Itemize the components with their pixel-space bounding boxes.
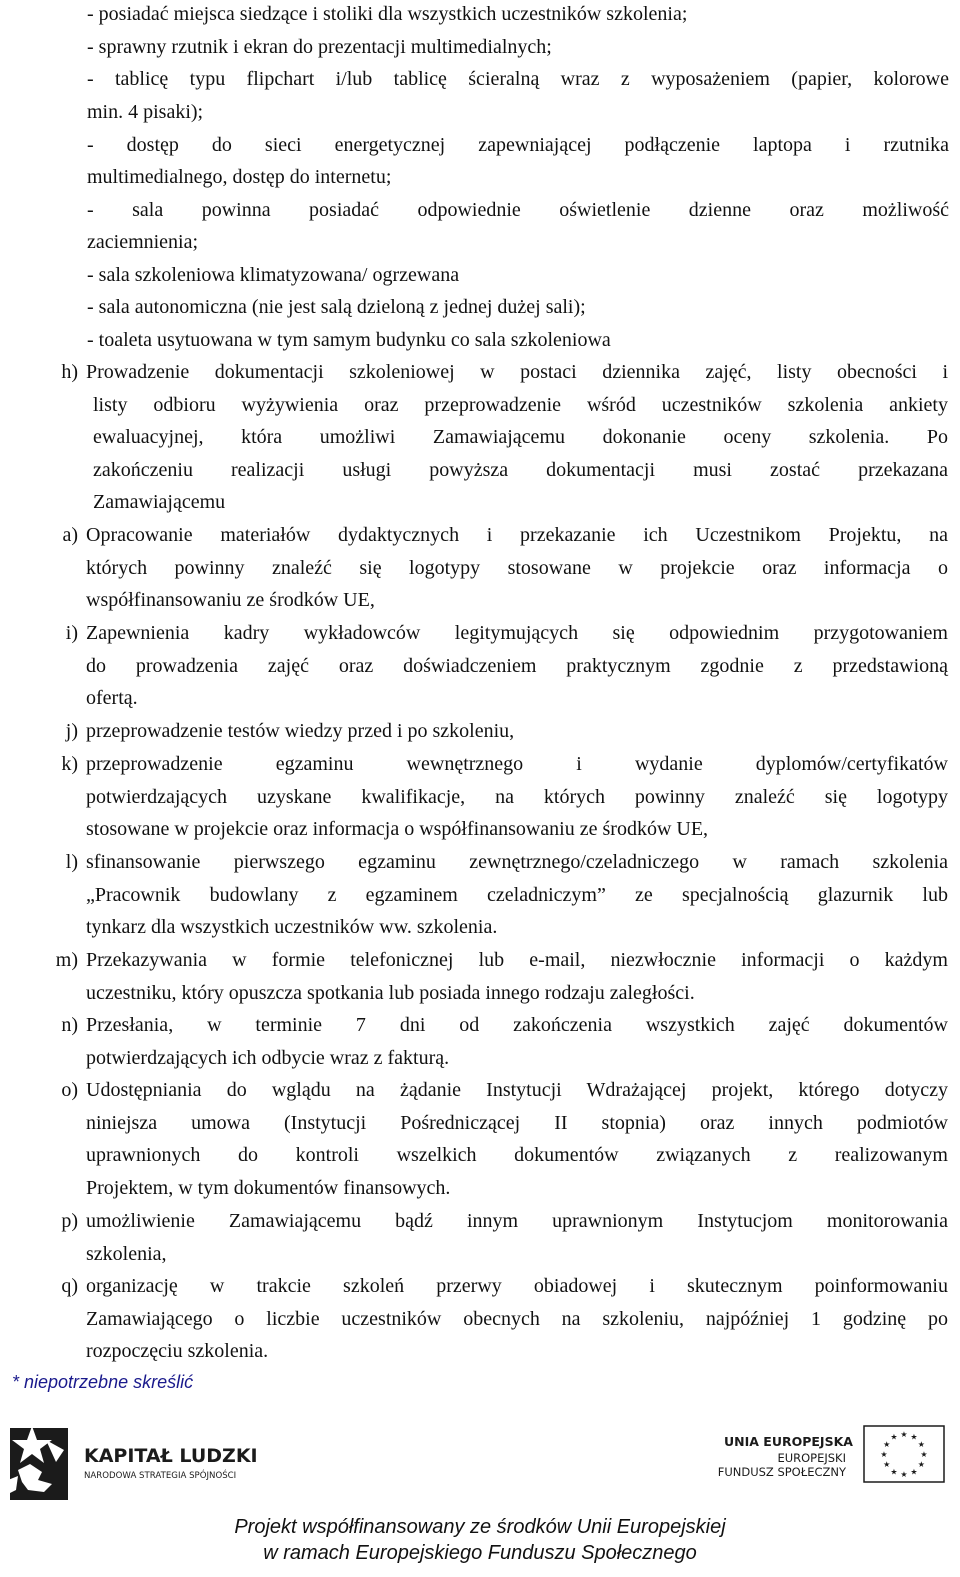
item-line: uprawnionych do kontroli wszelkich dokumentów związanych z realizowanym bbox=[86, 1144, 948, 1166]
item-line: potwierdzających uzyskane kwalifikacje, na których powinny znaleźć się logotypy bbox=[86, 786, 948, 808]
item-line: Zamawiającego o liczbie uczestników obecnych na szkoleniu, najpóźniej 1 godzinę po bbox=[86, 1308, 948, 1330]
bullet-line: - sprawny rzutnik i ekran do prezentacji multimedialnych; bbox=[87, 36, 552, 58]
item-line: zakończeniu realizacji usługi powyższa dokumentacji musi zostać przekazana bbox=[93, 459, 948, 481]
item-line: ofertą. bbox=[86, 687, 138, 709]
item-label: h) bbox=[61, 361, 78, 383]
item-line: Zapewnienia kadry wykładowców legitymujących się odpowiednim przygotowaniem bbox=[86, 622, 948, 644]
item-line: których powinny znaleźć się logotypy stosowane w projekcie oraz informacja o bbox=[86, 557, 948, 579]
item-label: m) bbox=[55, 949, 78, 971]
footnote: * niepotrzebne skreślić bbox=[12, 1372, 194, 1392]
item-line: Przesłania, w terminie 7 dni od zakończenia wszystkich zajęć dokumentów bbox=[86, 1014, 948, 1036]
eu-star-icon: ★ bbox=[890, 1432, 898, 1442]
item-line: Projektem, w tym dokumentów finansowych. bbox=[86, 1177, 451, 1199]
bullet-line: - toaleta usytuowana w tym samym budynku co sala szkoleniowa bbox=[87, 329, 611, 351]
ue-efs-logo bbox=[712, 1420, 952, 1510]
eu-star-icon: ★ bbox=[900, 1470, 908, 1479]
item-line: ewaluacyjnej, która umożliwi Zamawiającemu dokonanie oceny szkolenia. Po bbox=[93, 426, 948, 448]
eu-star-icon: ★ bbox=[917, 1440, 925, 1449]
item-label: p) bbox=[61, 1210, 78, 1232]
item-line: niniejsza umowa (Instytucji Pośredniczącej II stopnia) oraz innych podmiotów bbox=[86, 1112, 948, 1134]
item-label: l) bbox=[65, 851, 78, 873]
bullet-line: multimedialnego, dostęp do internetu; bbox=[87, 166, 392, 188]
item-line: stosowane w projekcie oraz informacja o współfinansowaniu ze środków UE, bbox=[86, 818, 709, 840]
eu-star-icon: ★ bbox=[883, 1460, 891, 1469]
item-line: Zamawiającemu bbox=[93, 491, 226, 513]
kapital-ludzki-subtitle: NARODOWA STRATEGIA SPÓJNOŚCI bbox=[84, 1471, 237, 1481]
item-line: Prowadzenie dokumentacji szkoleniowej w postaci dziennika zajęć, listy obecności i bbox=[86, 361, 948, 383]
footer-line-2: w ramach Europejskiego Funduszu Społecznego bbox=[263, 1542, 697, 1564]
item-line: Przekazywania w formie telefonicznej lub e-mail, niezwłocznie informacji o każdym bbox=[86, 949, 948, 971]
ue-logo-line1: UNIA EUROPEJSKA bbox=[724, 1434, 853, 1449]
bullet-line: min. 4 pisaki); bbox=[87, 101, 204, 123]
item-line: szkolenia, bbox=[86, 1243, 167, 1265]
eu-star-icon: ★ bbox=[890, 1467, 898, 1477]
eu-star-icon: ★ bbox=[910, 1432, 918, 1442]
item-line: organizację w trakcie szkoleń przerwy obiadowej i skutecznym poinformowaniu bbox=[86, 1275, 948, 1297]
item-line: Udostępniania do wglądu na żądanie Instytucji Wdrażającej projekt, którego dotyczy bbox=[86, 1079, 948, 1101]
item-label: n) bbox=[61, 1014, 78, 1036]
item-label: i) bbox=[65, 622, 78, 644]
item-line: „Pracownik budowlany z egzaminem czeladniczym” ze specjalnością glazurnik lub bbox=[86, 884, 948, 906]
bullet-line: - posiadać miejsca siedzące i stoliki dla wszystkich uczestników szkolenia; bbox=[87, 3, 688, 25]
bullet-line: - dostęp do sieci energetycznej zapewniającej podłączenie laptopa i rzutnika bbox=[87, 134, 949, 156]
item-line: przeprowadzenie egzaminu wewnętrznego i wydanie dyplomów/certyfikatów bbox=[86, 753, 948, 775]
bullet-line: - sala autonomiczna (nie jest salą dzieloną z jednej dużej sali); bbox=[87, 296, 586, 318]
kapital-ludzki-title: KAPITAŁ LUDZKI bbox=[84, 1445, 258, 1467]
bullet-line: - sala powinna posiadać odpowiednie oświetlenie dzienne oraz możliwość bbox=[87, 199, 949, 221]
item-line: listy odbioru wyżywienia oraz przeprowadzenie wśród uczestników szkolenia ankiety bbox=[93, 394, 948, 416]
ue-logo-line3: FUNDUSZ SPOŁECZNY bbox=[717, 1465, 846, 1479]
ue-logo-line2: EUROPEJSKI bbox=[777, 1451, 846, 1465]
eu-star-icon: ★ bbox=[880, 1450, 888, 1459]
item-line: przeprowadzenie testów wiedzy przed i po szkoleniu, bbox=[86, 720, 515, 742]
item-line: uczestniku, który opuszcza spotkania lub posiada innego rodzaju zaległości. bbox=[86, 982, 695, 1004]
item-label: j) bbox=[65, 720, 78, 742]
item-line: tynkarz dla wszystkich uczestników ww. szkolenia. bbox=[86, 916, 498, 938]
kapital-ludzki-emblem-icon bbox=[8, 1420, 268, 1510]
item-label: q) bbox=[61, 1275, 78, 1297]
item-line: współfinansowaniu ze środków UE, bbox=[86, 589, 375, 611]
eu-star-icon: ★ bbox=[910, 1467, 918, 1477]
item-line: sfinansowanie pierwszego egzaminu zewnętrznego/czeladniczego w ramach szkolenia bbox=[86, 851, 948, 873]
eu-star-icon: ★ bbox=[920, 1450, 928, 1459]
eu-star-icon: ★ bbox=[917, 1460, 925, 1469]
item-line: do prowadzenia zajęć oraz doświadczeniem praktycznym zgodnie z przedstawioną bbox=[86, 655, 948, 677]
kapital-ludzki-logo bbox=[8, 1420, 268, 1510]
footer-line-1: Projekt współfinansowany ze środków Unii Europejskiej bbox=[234, 1516, 726, 1538]
item-line: rozpoczęciu szkolenia. bbox=[86, 1340, 269, 1362]
item-label: o) bbox=[61, 1079, 78, 1101]
item-label: a) bbox=[62, 524, 78, 546]
eu-star-icon: ★ bbox=[900, 1430, 908, 1439]
bullet-line: zaciemnienia; bbox=[87, 231, 199, 253]
item-line: Opracowanie materiałów dydaktycznych i przekazanie ich Uczestnikom Projektu, na bbox=[86, 524, 948, 546]
item-line: potwierdzających ich odbycie wraz z fakturą. bbox=[86, 1047, 450, 1069]
bullet-line: - tablicę typu flipchart i/lub tablicę ścieralną wraz z wyposażeniem (papier, kolorowe bbox=[87, 68, 949, 90]
item-line: umożliwienie Zamawiającemu bądź innym uprawnionym Instytucjom monitorowania bbox=[86, 1210, 948, 1232]
item-label: k) bbox=[61, 753, 78, 775]
eu-star-icon: ★ bbox=[883, 1440, 891, 1449]
bullet-line: - sala szkoleniowa klimatyzowana/ ogrzewana bbox=[87, 264, 460, 286]
